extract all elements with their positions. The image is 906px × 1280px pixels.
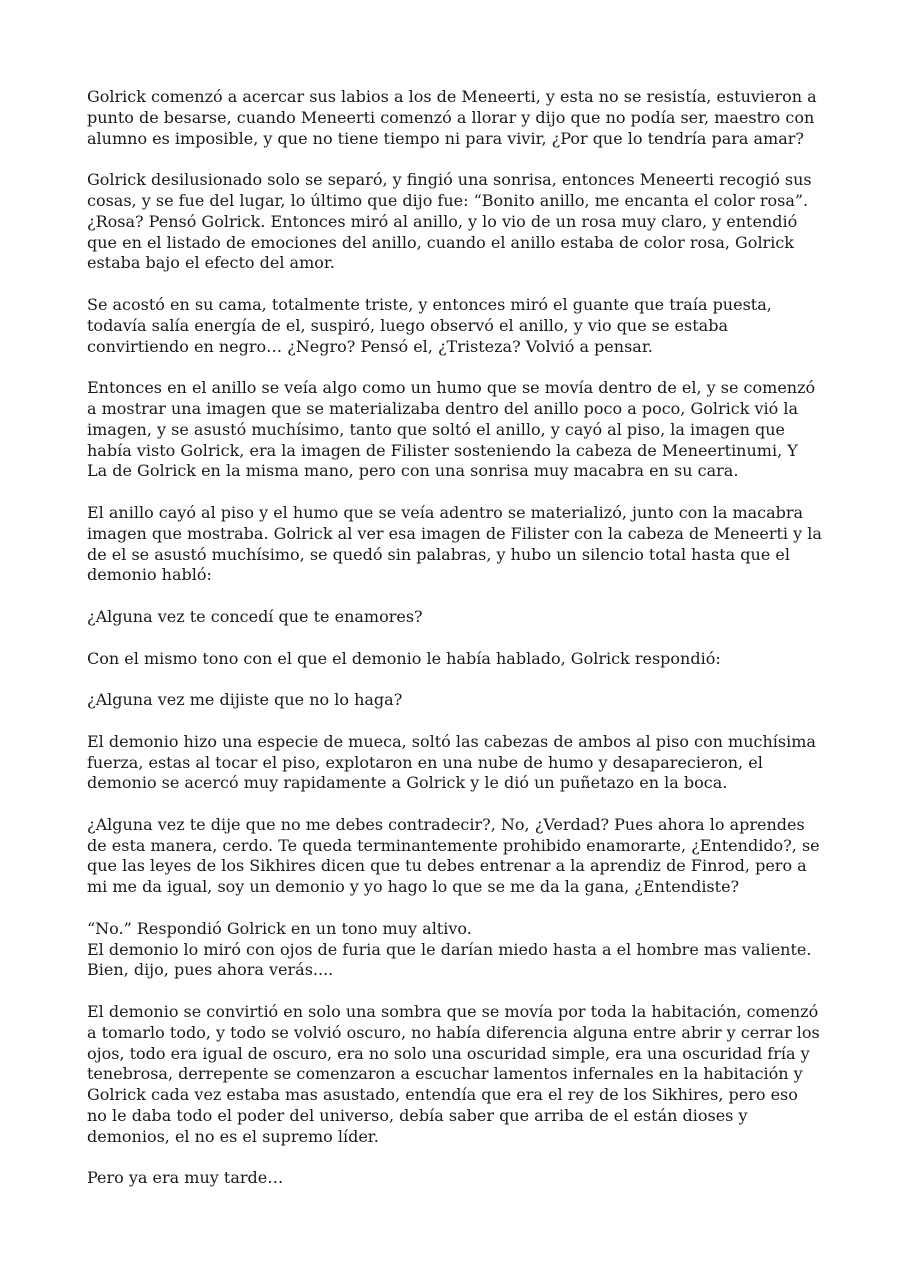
closing-line: Pero ya era muy tarde… [87, 1168, 284, 1188]
paragraph-5: El anillo cayó al piso y el humo que se veía adentro se materializó, junto con la macabra imagen que mostraba. Golrick al ver esa imagen de Filister con la cabeza de Meneerti y la de el se asustó muchísimo, se quedó sin palabras, y hubo un silencio total hasta que el demonio habló: [87, 502, 822, 585]
paragraph-2: Golrick desilusionado solo se separó, y fingió una sonrisa, entonces Meneerti recogió sus cosas, y se fue del lugar, lo último que dijo fue: “Bonito anillo, me encanta el color rosa”. ¿Rosa? Pensó Golrick. Entonces miró al anillo, y lo vio de un rosa muy claro, y entendió que en el listado de emociones del anillo, cuando el anillo estaba de color rosa, Golrick estaba bajo el efecto del amor. [87, 170, 812, 273]
paragraph-10: El demonio se convirtió en solo una sombra que se movía por toda la habitación, comenzó a tomarlo todo, y todo se volvió oscuro, no había diferencia alguna entre abrir y cerrar los ojos, todo era igual de oscuro, era no solo una oscuridad simple, era una oscuridad fría y tenebrosa, derrepente se comenzaron a escuchar lamentos infernales en la habitación y Golrick cada vez estaba mas asustado, entendía que era el rey de los Sikhires, pero eso no le daba todo el poder del universo, debía saber que arriba de el están dioses y demonios, el no es el supremo líder. [87, 1002, 820, 1146]
paragraph-9: “No.” Respondió Golrick en un tono muy altivo. El demonio lo miró con ojos de furia que le darían miedo hasta a el hombre mas valiente. Bien, dijo, pues ahora verás.... [87, 918, 812, 980]
paragraph-8: ¿Alguna vez te dije que no me debes contradecir?, No, ¿Verdad? Pues ahora lo aprendes de esta manera, cerdo. Te queda terminantemente prohibido enamorarte, ¿Entendido?, se que las leyes de los Sikhires dicen que tu debes entrenar a la aprendiz de Finrod, pero a mi me da igual, soy un demonio y yo hago lo que se me da la gana, ¿Entendiste? [87, 814, 820, 897]
dialogue-line-2: ¿Alguna vez me dijiste que no lo haga? [87, 690, 403, 710]
paragraph-7: El demonio hizo una especie de mueca, soltó las cabezas de ambos al piso con muchísima fuerza, estas al tocar el piso, explotaron en una nube de humo y desaparecieron, el demonio se acercó muy rapidamente a Golrick y le dió un puñetazo en la boca. [87, 731, 816, 793]
dialogue-line-1: ¿Alguna vez te concedí que te enamores? [87, 606, 423, 626]
paragraph-6: Con el mismo tono con el que el demonio le había hablado, Golrick respondió: [87, 648, 721, 668]
paragraph-3: Se acostó en su cama, totalmente triste, y entonces miró el guante que traía puesta, todavía salía energía de el, suspiró, luego observó el anillo, y vio que se estaba convirtiendo en negro… ¿Negro? Pensó el, ¿Tristeza? Volvió a pensar. [87, 294, 772, 356]
paragraph-1: Golrick comenzó a acercar sus labios a los de Meneerti, y esta no se resistía, estuvieron a punto de besarse, cuando Meneerti comenzó a llorar y dijo que no podía ser, maestro con alumno es imposible, y que no tiene tiempo ni para vivir, ¿Por que lo tendría para amar? [87, 87, 817, 148]
paragraph-4: Entonces en el anillo se veía algo como un humo que se movía dentro de el, y se comenzó a mostrar una imagen que se materializaba dentro del anillo poco a poco, Golrick vió la imagen, y se asustó muchísimo, tanto que soltó el anillo, y cayó al piso, la imagen que había visto Golrick, era la imagen de Filister sosteniendo la cabeza de Meneertinumi, Y La de Golrick en la misma mano, pero con una sonrisa muy macabra en su cara. [87, 378, 816, 481]
document-page [87, 87, 822, 1210]
